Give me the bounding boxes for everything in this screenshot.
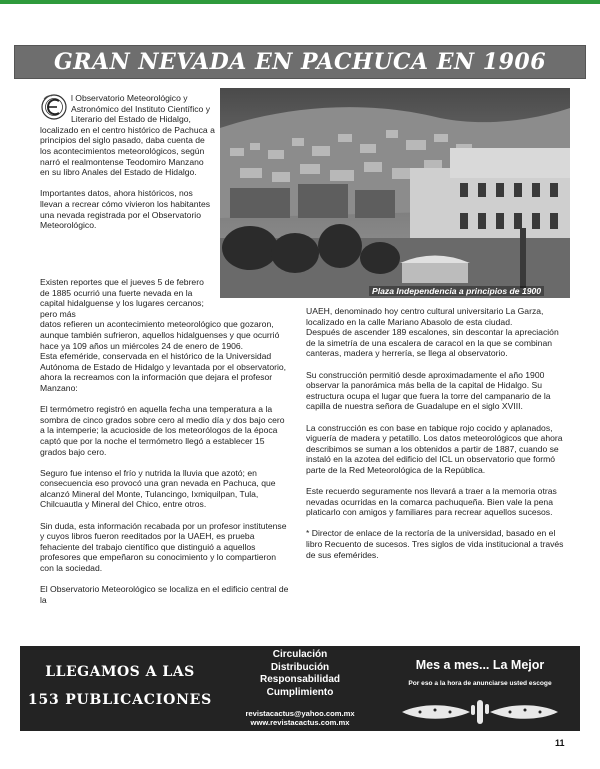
article-column-left-top (40, 93, 215, 241)
cactus-ornament-icon (400, 699, 560, 730)
banner-milestone-line2: 153 PUBLICACIONES (27, 692, 213, 708)
article-paragraph: datos refieren un acontecimiento meteorológico que gozaron, aunque también sufrieron, aquellos hidalguenses y que ocurrió hace ya 109 años un miércoles 24 de enero de 1906. (40, 319, 280, 351)
banner-value-word: Distribución (270, 661, 330, 673)
banner-slogan-sub: Por eso a la hora de anunciarse usted escoge (408, 680, 552, 687)
article-paragraph: Sin duda, esta información recabada por un profesor institutense y cuyos libros fueron reeditados por la UAEH, es prueba fehaciente del trabajo científico que distinguió a aquellos profesores que empeñaron su conocimiento y lo compartieron con la sociedad. (40, 520, 287, 574)
article-text: l Observatorio Meteorológico y Astronómico del Instituto Científico y Literario del Estado de Hidalgo, localizado en el centro histórico de Pachuca a principios del siglo pasado, daba cuenta de los acontecimientos meteorológicos, según narró el realmontense Teodomiro Manzano en su libro Anales del Estado de Hidalgo. (40, 93, 215, 178)
article-paragraph: El termómetro registró en aquella fecha una temperatura a la sombra de cinco grados sobre cero al medio día y dos bajo cero a la intemperie; la acucioside de los meteorólogos de la época captó que por la noche el termómetro llegó a establecer 15 grados bajo cero. (40, 404, 285, 457)
ad-banner (20, 646, 580, 731)
article-column-right (306, 306, 568, 571)
banner-slogan (380, 646, 580, 731)
banner-value-word: Responsabilidad (259, 674, 340, 685)
page-title: GRAN NEVADA EN PACHUCA EN 1906 (53, 49, 547, 75)
banner-milestone-line1: LLEGAMOS A LAS (45, 664, 195, 680)
article-paragraph: Importantes datos, ahora históricos, nos llevan a recrear cómo vivieron los habitantes una nevada registrada por el Observatorio Meteorológico. (40, 188, 211, 231)
article-paragraph: La construcción es con base en tabique rojo cocido y aplanados, viguería de madera y petatillo. Los datos meteorológicos que ahora describimos se suman a los obtenidos a partir de 1887, cuando se instaló en la azotea del edificio del ICL un observatorio que formó parte de la Red Meteorológica de la República. (306, 422, 563, 475)
historic-photo (220, 88, 570, 298)
article-column-left-bottom (40, 277, 291, 616)
top-green-rule (0, 0, 600, 4)
dropcap-e-icon (40, 93, 68, 121)
article-paragraph: Después de ascender 189 escalones, sin descontar la apreciación de la simetría de una escalera de caracol en la que se combinan canteras, madera y herrería, se llega al observatorio. (306, 327, 559, 359)
article-paragraph: El Observatorio Meteorológico se localiza en el edificio central de la (40, 584, 289, 605)
article-paragraph: UAEH, denominado hoy centro cultural universitario La Garza, localizado en la calle Mariano Abasolo de esta ciudad. (306, 306, 544, 327)
banner-milestone (20, 646, 220, 731)
banner-website[interactable]: www.revistacactus.com.mx (250, 718, 350, 728)
photo-caption: Plaza Independencia a principios de 1900 (369, 286, 544, 296)
banner-email[interactable]: revistacactus@yahoo.com.mx (245, 709, 355, 718)
banner-value-word: Circulación (272, 649, 328, 660)
article-paragraph: Su construcción permitió desde aproximadamente el año 1900 observar la panorámica más bella de la capital de Hidalgo. Su estructura ocupa el lugar que fuera la torre del campanario de la capilla de nuestra señora de Guadalupe en el siglo XVIII. (306, 369, 551, 412)
article-paragraph (40, 93, 215, 178)
article-paragraph: Esta efeméride, conservada en el histórico de la Universidad Autónoma de Estado de Hidalgo y levantada por el observatorio, ahora la recreamos con la información que dejara el profesor Manzano: (40, 351, 287, 393)
banner-values (220, 646, 380, 731)
article-paragraph: Este recuerdo seguramente nos llevará a traer a la memoria otras nevadas ocurridas en la comarca pachuqueña. Bien vale la pena platicarlo con amigos y familiares para recrear aquellos sucesos. (306, 486, 557, 518)
article-paragraph: Seguro fue intenso el frío y nutrida la lluvia que azotó; en consecuencia eso provocó una gran nevada en Pachuca, que alcanzó Mineral del Monte, Tulancingo, Ixmiquilpan, Tula, Chilcuautla y Mineral del Chico, entre otros. (40, 467, 276, 510)
title-bar (14, 45, 586, 79)
page-number: 11 (555, 738, 565, 748)
footnote: * Director de enlace de la rectoría de la universidad, basado en el libro Recuento de sucesos. Tres siglos de vida institucional a través de sus efemérides. (306, 528, 564, 560)
banner-value-word: Cumplimiento (266, 686, 334, 698)
banner-slogan-heading: Mes a mes... La Mejor (415, 658, 545, 672)
article-paragraph: Existen reportes que el jueves 5 de febrero de 1885 ocurrió una fuerte nevada en la capital hidalguense y los lugares cercanos; pero más (40, 277, 204, 319)
